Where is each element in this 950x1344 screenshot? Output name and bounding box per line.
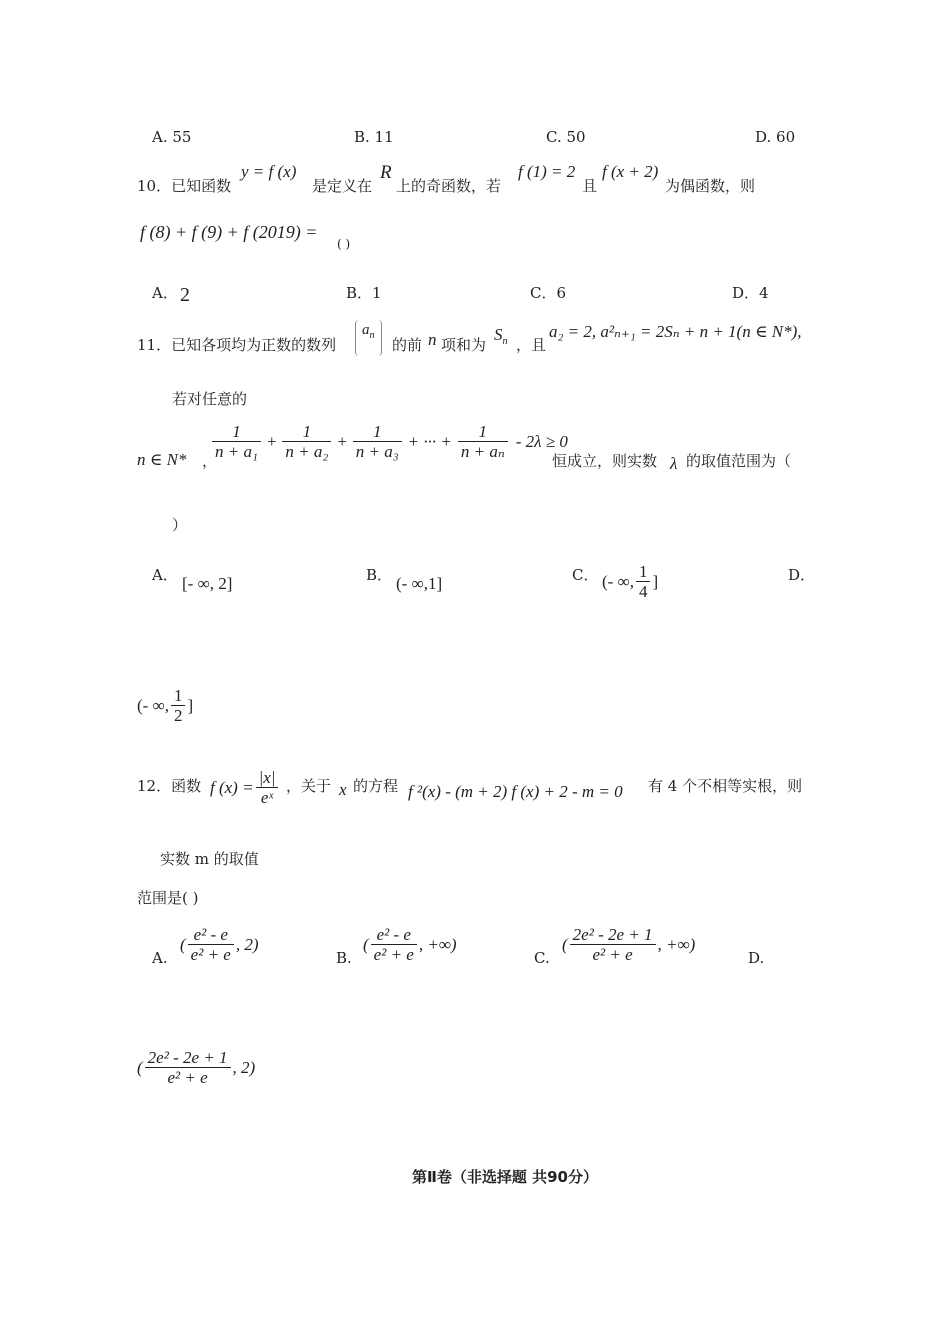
q11-option-b-value: (- ∞,1] bbox=[396, 574, 443, 593]
q12-x: x bbox=[339, 780, 347, 799]
q12-function: f (x) = $\frac{|x|}{\text{eˣ}}$ bbox=[210, 768, 280, 807]
q11-n-in-N: n ∈ N* bbox=[137, 450, 187, 469]
q11-term-2: $\frac{1}{\text{n + a₂}}$ bbox=[282, 422, 331, 461]
q10-option-b: B．1 bbox=[346, 284, 382, 302]
q12-option-c-label: C. bbox=[534, 949, 550, 967]
q11-condition: a₂ = 2, a²ₙ₊₁ = 2Sₙ + n + 1(n ∈ N*), bbox=[549, 322, 802, 341]
q11-option-d-value: (- ∞, $\frac{1}{2}$ ] bbox=[137, 686, 194, 725]
q9-option-a: A. 55 bbox=[152, 128, 192, 146]
q10-option-a-label: A． bbox=[152, 284, 178, 302]
q11-option-a-label: A． bbox=[152, 566, 178, 584]
q12-text-1: 函数 bbox=[171, 777, 202, 795]
q11-option-a-value: [- ∞, 2] bbox=[182, 574, 233, 593]
q10-condition-1: f (1) = 2 bbox=[518, 162, 576, 181]
q12-text-4: 有 4 个不相等实根，则 bbox=[648, 777, 803, 795]
q12-option-a-label: A. bbox=[152, 949, 168, 967]
q12-equation: f ²(x) - (m + 2) f (x) + 2 - m = 0 bbox=[408, 782, 623, 801]
q12-option-d-value: ( $\frac{\text{2e² - 2e + 1}}{\text{e² + e}}$ , 2) bbox=[137, 1048, 256, 1087]
q11-line-2: 若对任意的 bbox=[172, 390, 248, 408]
q12-option-c-value: ( $\frac{\text{2e² - 2e + 1}}{\text{e² + e}}$ , +∞) bbox=[562, 925, 696, 964]
q11-text-2: 的前 bbox=[392, 336, 423, 354]
q10-condition-2: f (x + 2) bbox=[602, 162, 659, 181]
q12-line-2: 实数 m 的取值 bbox=[160, 850, 259, 868]
q10-expression: f (8) + f (9) + f (2019) = bbox=[140, 222, 318, 242]
q11-comma: ， bbox=[202, 452, 218, 470]
q12-number: 12． bbox=[137, 777, 172, 795]
q11-text-4: ，且 bbox=[516, 336, 547, 354]
q10-number: 10． bbox=[137, 177, 172, 195]
q10-R: R bbox=[380, 162, 392, 183]
q11-inequality: $\frac{1}{\text{n + a₁}}$ + $\frac{1}{\text{n + a₂}}$ + $\frac{1}{\text{n + a₃}}$ + ··· + $\frac{1}{\text{n + aₙ}}$ - 2λ ≥ 0 bbox=[210, 422, 568, 461]
q12-stem bbox=[137, 775, 201, 796]
q11-term-n: $\frac{1}{\text{n + aₙ}}$ bbox=[458, 422, 508, 461]
q11-text-6: 的取值范围为（ bbox=[686, 452, 792, 470]
q12-option-b-label: B. bbox=[336, 949, 352, 967]
q10-text-3: 上的奇函数，若 bbox=[396, 177, 502, 195]
q12-option-a-value: ( $\frac{\text{e² - e}}{\text{e² + e}}$ , 2) bbox=[180, 925, 259, 964]
q9-option-d: D. 60 bbox=[755, 128, 796, 146]
q11-option-c-label: C． bbox=[572, 566, 599, 584]
q11-term-1: $\frac{1}{\text{n + a₁}}$ bbox=[212, 422, 261, 461]
q11-option-b-label: B． bbox=[366, 566, 393, 584]
q11-number: 11． bbox=[137, 336, 172, 354]
q12-text-2: ，关于 bbox=[286, 777, 332, 795]
q11-sum: $S_n$ bbox=[494, 325, 508, 347]
q11-stem bbox=[137, 334, 336, 355]
q12-option-d-label: D. bbox=[748, 949, 765, 967]
q10-option-a-value: 2 bbox=[180, 284, 190, 306]
q11-option-d-label: D． bbox=[788, 566, 816, 584]
q10-text-1: 已知函数 bbox=[171, 177, 232, 195]
q9-option-c: C. 50 bbox=[546, 128, 586, 146]
q10-text-5: 为偶函数，则 bbox=[665, 177, 756, 195]
q12-option-b-value: ( $\frac{\text{e² - e}}{\text{e² + e}}$ , +∞) bbox=[363, 925, 457, 964]
q11-sequence: $a_n$ bbox=[355, 320, 382, 356]
q11-option-c-value: (- ∞, $\frac{1}{4}$ ] bbox=[602, 562, 659, 601]
q10-option-d: D．4 bbox=[732, 284, 769, 302]
q9-option-b: B. 11 bbox=[354, 128, 394, 146]
q12-text-3: 的方程 bbox=[353, 777, 399, 795]
q11-text-1: 已知各项均为正数的数列 bbox=[171, 336, 337, 354]
q11-n: n bbox=[428, 330, 437, 349]
q11-text-5: 恒成立，则实数 bbox=[552, 452, 658, 470]
q12-line-3: 范围是( ) bbox=[137, 889, 199, 907]
q10-stem bbox=[137, 175, 231, 196]
section-2-heading: 第Ⅱ卷（非选择题 共90分） bbox=[412, 1168, 598, 1186]
q11-text-3: 项和为 bbox=[441, 336, 487, 354]
q11-lambda: λ bbox=[670, 454, 678, 473]
q10-function: y = f (x) bbox=[241, 162, 297, 181]
q11-term-3: $\frac{1}{\text{n + a₃}}$ bbox=[353, 422, 402, 461]
q11-close-paren: ） bbox=[172, 516, 188, 534]
q10-option-c: C．6 bbox=[530, 284, 567, 302]
q10-text-2: 是定义在 bbox=[312, 177, 373, 195]
q10-answer-blank: ( ) bbox=[337, 237, 351, 251]
q10-text-4: 且 bbox=[582, 177, 598, 195]
